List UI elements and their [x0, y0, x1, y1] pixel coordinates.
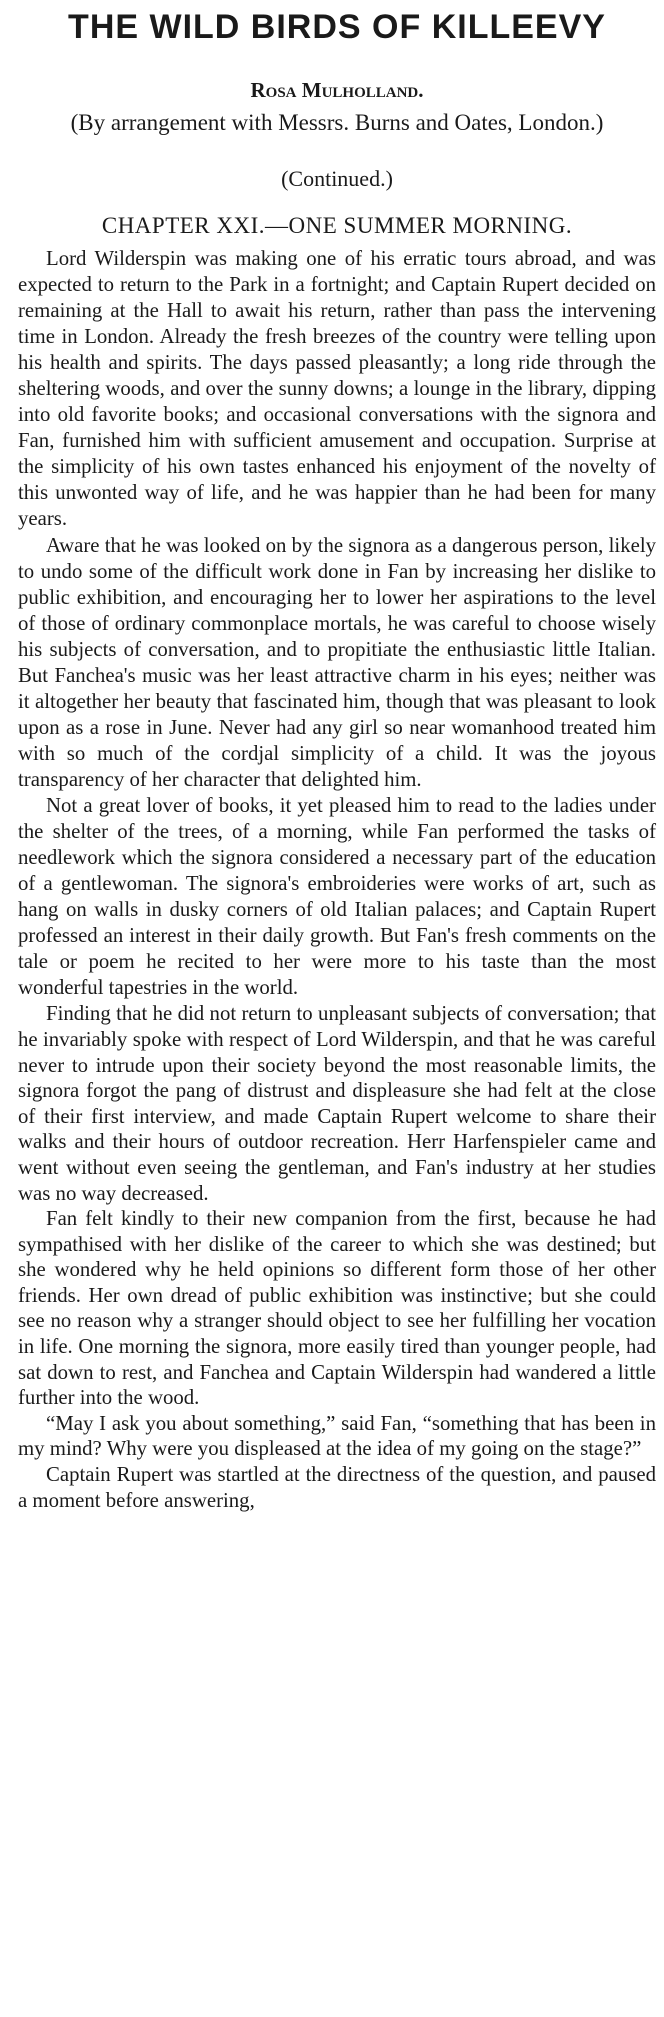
paragraph: Fan felt kindly to their new companion from the first, because he had sympathised with her dislike of the career to which she was destined; but she wondered why he held opinions so different form those of her other friends. Her own dread of public exhibition was instinctive; but she could see no reason why a stranger should object to see her fulfilling her vocation in life. One morning the signora, more easily tired than younger people, had sat down to rest, and Fanchea and Captain Wilderspin had wandered a little further into the wood.: [18, 1207, 656, 1410]
paragraph: Lord Wilderspin was making one of his erratic tours abroad, and was expected to return to the Park in a fortnight; and Captain Rupert decided on remaining at the Hall to await his return, rather than pass the intervening time in London. Already the fresh breezes of the country were telling upon his health and spirits. The days passed pleasantly; a long ride through the sheltering woods, and over the sunny downs; a lounge in the library, dipping into old favorite books; and occasional conversations with the signora and Fan, furnished him with sufficient amusement and occupation. Surprise at the simplicity of his own tastes enhanced his enjoyment of the novelty of this unwonted way of life, and he was happier than he had been for many years.: [18, 247, 656, 531]
arrangement-note: (By arrangement with Messrs. Burns and Oates, London.): [70, 110, 604, 135]
paragraph: Aware that he was looked on by the signora as a dangerous person, likely to undo some of the difficult work done in Fan by increasing her dislike to public exhibition, and encouraging her to lower her aspirations to the level of those of ordinary commonplace mortals, he was careful to choose wisely his subjects of conversation, and to propitiate the enthusiastic little Italian. But Fanchea's music was her least attractive charm in his eyes; neither was it altogether her beauty that fascinated him, though that was pleasant to look upon as a rose in June. Never had any girl so near womanhood treated him with so much of the cordjal simplicity of a child. It was the joyous transparency of her character that delighted him.: [18, 533, 656, 791]
chapter-heading: CHAPTER XXI.—ONE SUMMER MORNING.: [101, 213, 573, 238]
author-line: Rosa Mulholland.: [250, 78, 424, 102]
paragraph: Finding that he did not return to unpleasant subjects of conversation; that he invariably spoke with respect of Lord Wilderspin, and that he was careful never to intrude upon their society beyond the most reasonable limits, the signora forgot the pang of distrust and displeasure she had felt at the close of their first interview, and made Captain Rupert welcome to share their walks and their hours of outdoor recreation. Herr Harfenspieler came and went without even seeing the gentleman, and Fan's industry at her studies was no way decreased.: [18, 1002, 656, 1205]
paragraph: Captain Rupert was startled at the directness of the question, and paused a moment before answering,: [18, 1463, 656, 1512]
story-title: THE WILD BIRDS OF KILLEEVY: [68, 8, 606, 46]
paragraph: Not a great lover of books, it yet pleased him to read to the ladies under the shelter of the trees, of a morning, while Fan performed the tasks of needlework which the signora considered a necessary part of the education of a gentlewoman. The signora's embroideries were works of art, such as hang on walls in dusky corners of old Italian palaces; and Captain Rupert professed an interest in their daily growth. But Fan's fresh comments on the tale or poem he recited to her were more to his taste than the most wonderful tapestries in the world.: [18, 793, 656, 1000]
continued-note: (Continued.): [281, 166, 393, 191]
paragraph: “May I ask you about something,” said Fan, “something that has been in my mind? Why were you displeased at the idea of my going on the stage?”: [18, 1411, 656, 1461]
